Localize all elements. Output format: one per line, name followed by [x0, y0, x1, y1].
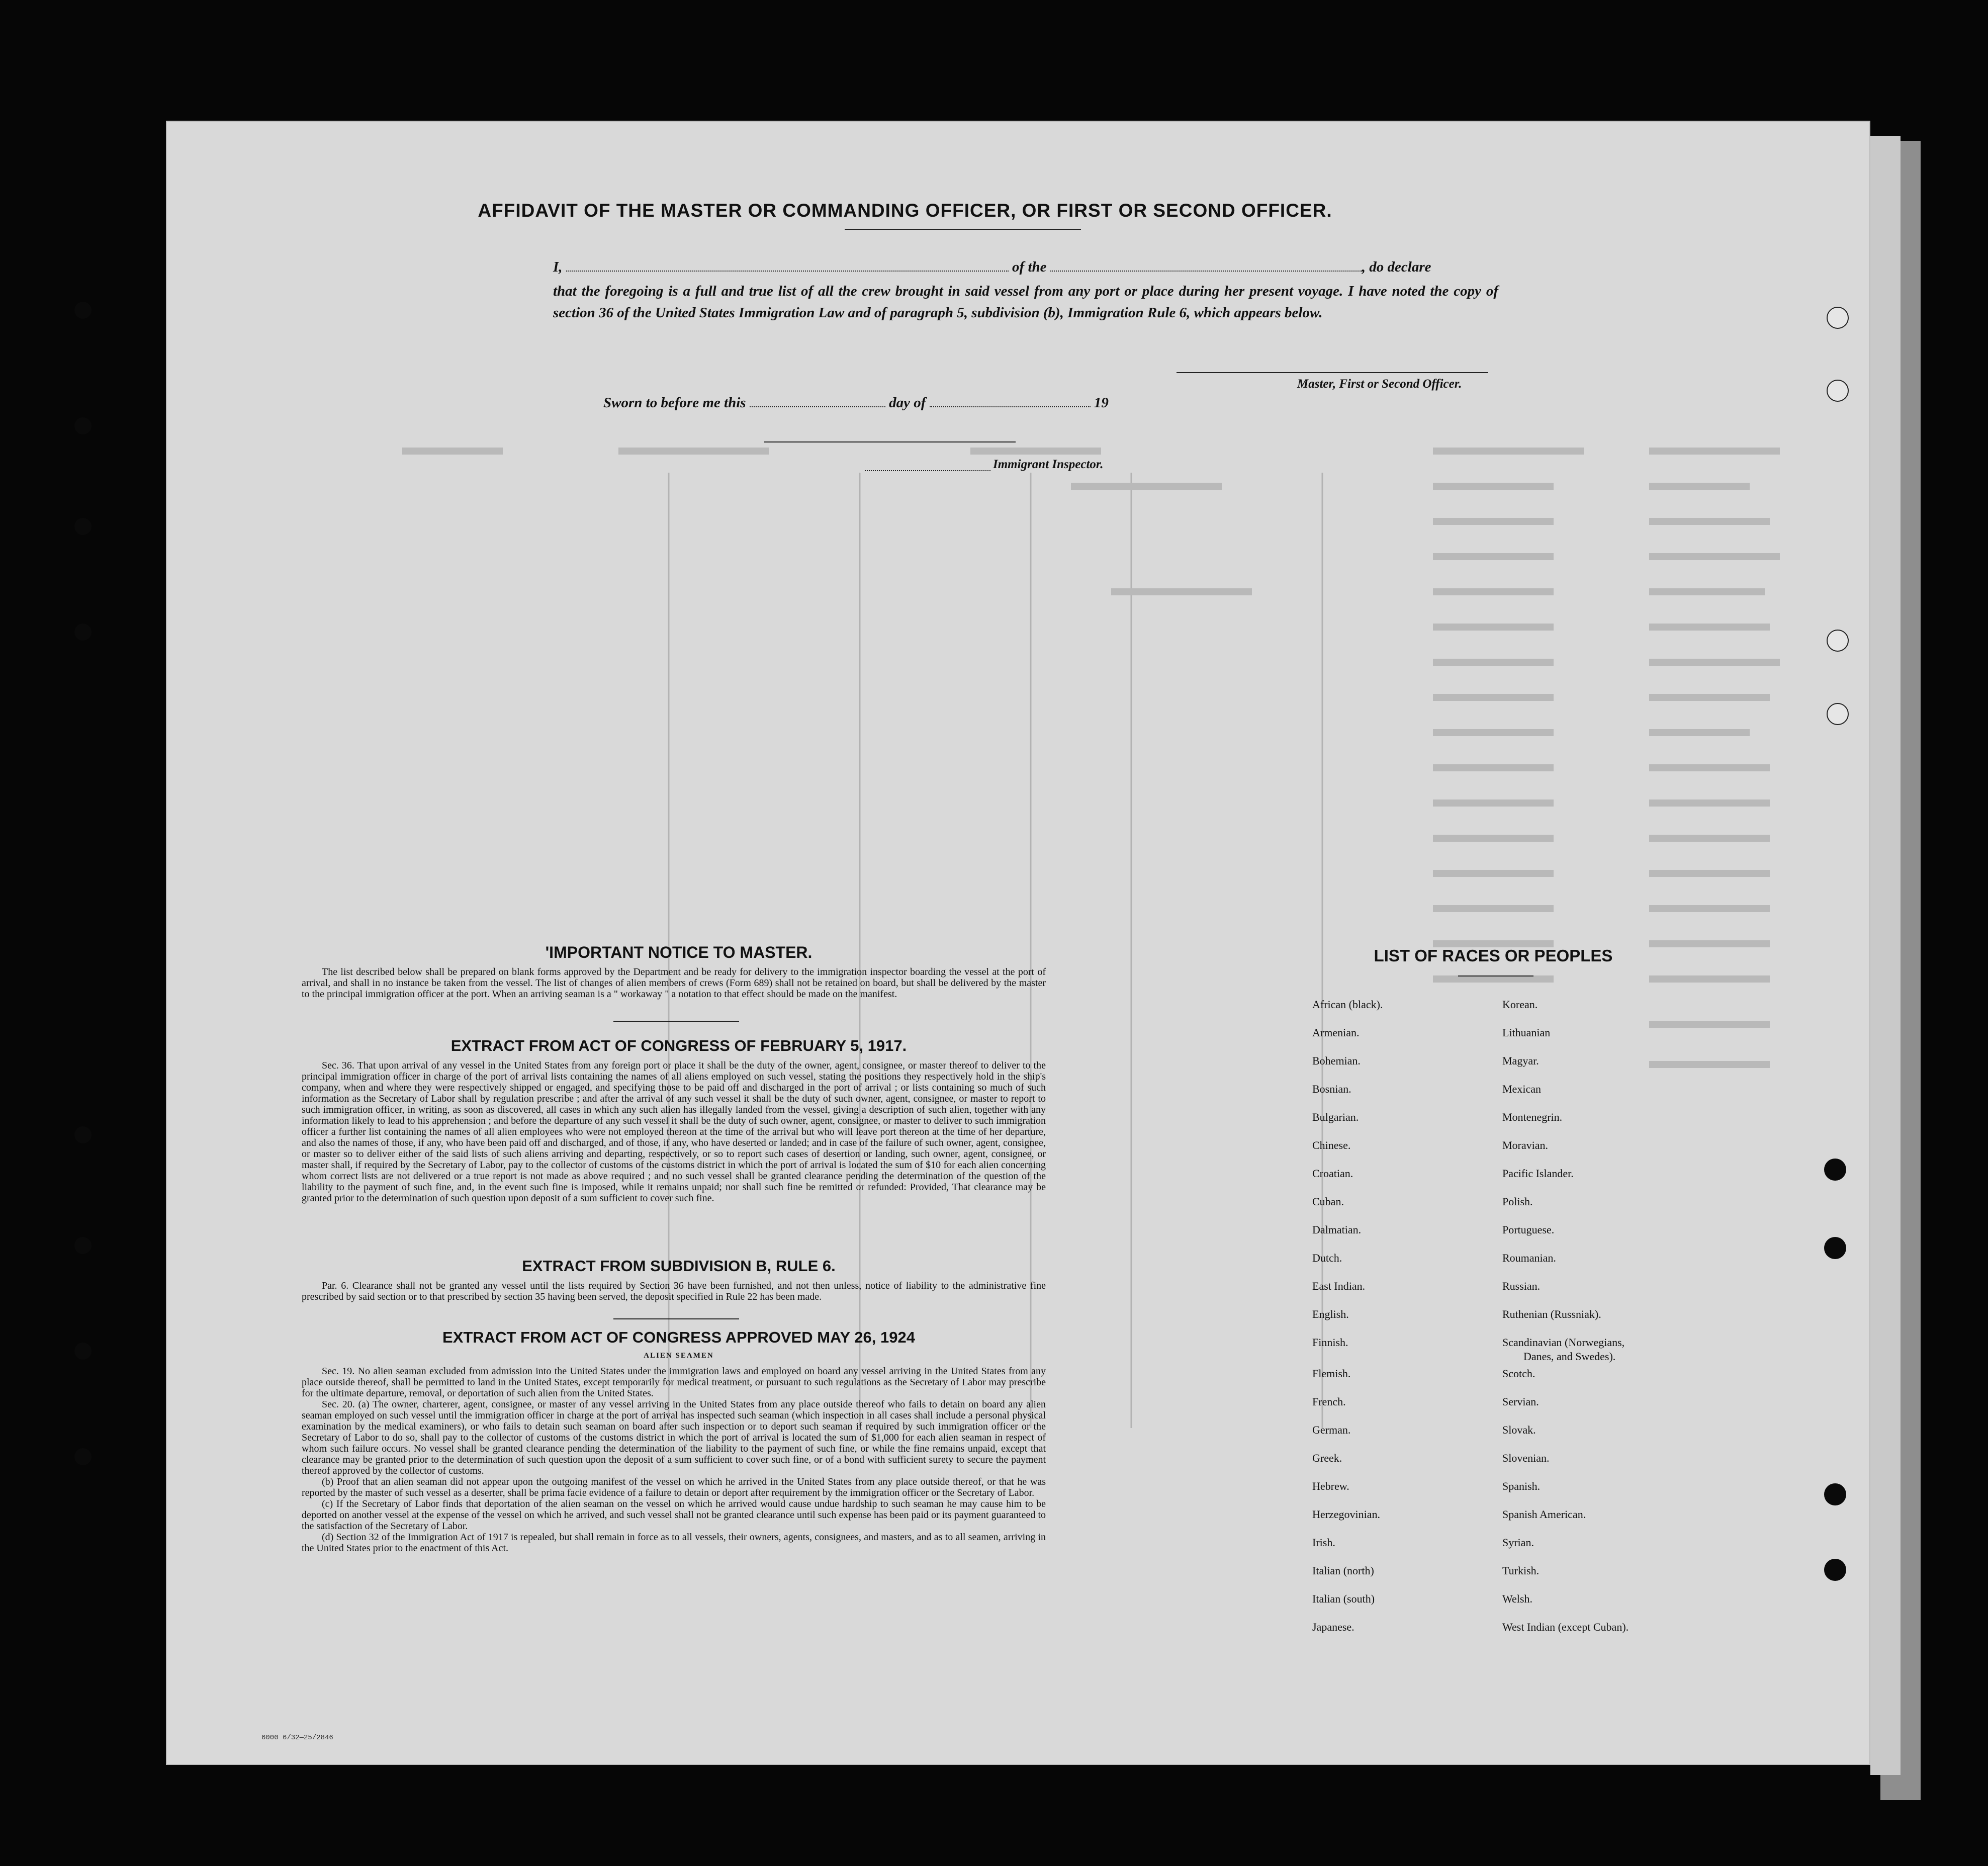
divider [613, 1318, 739, 1319]
vessel-name-field[interactable] [1050, 271, 1362, 272]
master-signature-label: Master, First or Second Officer. [1297, 377, 1462, 391]
race-item: Finnish. [1312, 1336, 1348, 1349]
race-item: French. [1312, 1395, 1346, 1408]
race-item: Bulgarian. [1312, 1111, 1359, 1123]
divider [845, 229, 1081, 230]
race-item: Korean. [1502, 998, 1538, 1011]
race-item: Hebrew. [1312, 1480, 1349, 1492]
race-item: Armenian. [1312, 1026, 1360, 1039]
race-item: Polish. [1502, 1195, 1533, 1208]
extract-rule6-title: EXTRACT FROM SUBDIVISION B, RULE 6. [522, 1257, 836, 1275]
inspector-signature-line[interactable] [865, 470, 990, 471]
notice-title: 'IMPORTANT NOTICE TO MASTER. [545, 943, 812, 961]
sworn-year: 19 [1094, 395, 1109, 411]
race-item: Herzegovinian. [1312, 1508, 1380, 1521]
race-item: Danes, and Swedes). [1523, 1350, 1616, 1363]
race-item: Slovenian. [1502, 1452, 1550, 1464]
race-item: Cuban. [1312, 1195, 1344, 1208]
sworn-day-field[interactable] [750, 406, 885, 407]
race-item: Irish. [1312, 1536, 1335, 1549]
affidavit-declaration [553, 259, 1431, 276]
notice-paragraph: The list described below shall be prepared on blank forms approved by the Department and be ready for delivery to the immigration inspector boarding the vessel at the port of arrival, and shall in no instance be taken from the vessel. The list of changes of alien members of crews (Form 689) shall not be retained on board, but shall be delivered by the master to the principal immigration officer at the port. When an arriving seaman is a " workaway " a notation to that effect should be made on the manifest. [302, 966, 1046, 1000]
extract-1924-paragraph: (d) Section 32 of the Immigration Act of 1917 is repealed, but shall remain in force as to all vessels, their owners, agents, consignees, and masters, and as to all seamen, arriving in the United States prior to the enactment of this Act. [302, 1532, 1046, 1554]
race-item: Scandinavian (Norwegians, [1502, 1336, 1625, 1349]
race-item: Bosnian. [1312, 1083, 1351, 1095]
race-item: Portuguese. [1502, 1223, 1555, 1236]
form-code: 6000 6/32—25/2846 [261, 1734, 333, 1742]
race-item: Dutch. [1312, 1252, 1342, 1264]
extract-rule6-text [302, 1280, 1046, 1302]
inspector-label: Immigrant Inspector. [993, 458, 1104, 471]
alien-seamen-heading: ALIEN SEAMEN [644, 1352, 714, 1360]
punch-hole [74, 1237, 92, 1254]
extract-1924-text [302, 1366, 1046, 1554]
race-item: Flemish. [1312, 1367, 1351, 1380]
declare-i: I, [553, 259, 563, 275]
race-item: Russian. [1502, 1280, 1541, 1292]
race-item: West Indian (except Cuban). [1502, 1621, 1629, 1633]
race-item: Welsh. [1502, 1592, 1532, 1605]
race-item: Turkish. [1502, 1564, 1540, 1577]
sworn-day-of: day of [889, 395, 926, 411]
race-item: Ruthenian (Russniak). [1502, 1308, 1601, 1320]
race-item: Slovak. [1502, 1424, 1536, 1436]
race-item: Servian. [1502, 1395, 1539, 1408]
extract-1917-title: EXTRACT FROM ACT OF CONGRESS OF FEBRUARY 5, 1917. [450, 1037, 907, 1054]
race-item: African (black). [1312, 998, 1383, 1011]
divider [613, 1021, 739, 1022]
punch-hole [74, 302, 92, 319]
page-edge [1870, 136, 1901, 1775]
race-item: Japanese. [1312, 1621, 1354, 1633]
punch-hole [74, 417, 92, 434]
race-item: Scotch. [1502, 1367, 1535, 1380]
race-item: Greek. [1312, 1452, 1342, 1464]
race-item: Chinese. [1312, 1139, 1351, 1151]
race-item: Spanish. [1502, 1480, 1541, 1492]
sworn-month-field[interactable] [930, 406, 1091, 407]
extract-1924-paragraph: Sec. 19. No alien seaman excluded from admission into the United States under the immigration laws and employed on board any vessel arriving in the United States from any place outside thereof, shall be permitted to land in the United States, except temporarily for medical treatment, or pursuant to such regulations as the Secretary of Labor may prescribe for the ultimate departure, removal, or deportation of such alien from the United States. [302, 1366, 1046, 1399]
race-item: English. [1312, 1308, 1349, 1320]
race-item: Italian (south) [1312, 1592, 1375, 1605]
races-title: LIST OF RACES OR PEOPLES [1374, 946, 1613, 965]
inspector-rule [764, 441, 1016, 442]
master-name-field[interactable] [566, 271, 1009, 272]
race-item: Bohemian. [1312, 1054, 1361, 1067]
extract-1924-title: EXTRACT FROM ACT OF CONGRESS APPROVED MAY 26, 1924 [442, 1328, 915, 1346]
sworn-line [603, 395, 1109, 411]
race-item: Magyar. [1502, 1054, 1539, 1067]
extract-1917-paragraph: Sec. 36. That upon arrival of any vessel in the United States from any foreign port or place it shall be the duty of the owner, agent, consignee, or master thereof to deliver to the principal immigration officer in charge of the port of arrival lists containing the names of all aliens employed on such vessel, stating the positions they respectively hold in the ship's company, when and where they were respectively shipped or engaged, and specifying those to be paid off and discharged in the port of arrival ; or lists containing so much of such information as the Secretary of Labor shall by regulation prescribe ; and after the arrival of any such vessel it shall be the duty of such owner, agent, consignee, or master to report to such immigration officer, in writing, as soon as discovered, all cases in which any such alien has illegally landed from the vessel, giving a description of such alien, together with any information likely to lead to his apprehension ; and before the departure of any such vessel it shall be the duty of such owner, agent, consignee, or master to deliver to such immigration officer a further list containing the names of all alien employees who were not employed thereon at the time of the arrival but who will leave port thereon at the time of her departure, and also the names of those, if any, who have been paid off and discharged, and of those, if any, who have deserted or landed; and in case of the failure of such owner, agent, consignee, or master so to deliver either of the said lists of such aliens arriving and departing, respectively, or so to report such cases of desertion or landing, such owner, agent, consignee, or master shall, if required by the Secretary of Labor, pay to the collector of customs of the customs district in which the port of arrival is located the sum of $10 for each alien concerning whom correct lists are not delivered or a true report is not made as above required ; and no such vessel shall be granted clearance pending the determination of the question of the liability to the payment of such fine, and, in the event such fine is imposed, while it remains unpaid; nor shall such fine be remitted or refunded: Provided, That clearance may be granted prior to the determination of such question upon deposit of a sum sufficient to cover such fine. [302, 1060, 1046, 1204]
race-item: Syrian. [1502, 1536, 1534, 1549]
extract-rule6-paragraph: Par. 6. Clearance shall not be granted any vessel until the lists required by Section 36 have been furnished, and not then unless, notice of liability to the administrative fine prescribed by said section or to that prescribed by section 35 having been served, the deposit specified in Rule 22 has been made. [302, 1280, 1046, 1302]
extract-1924-paragraph: (c) If the Secretary of Labor finds that deportation of the alien seaman on the vessel on which he arrived would cause undue hardship to such seaman he may cause him to be deported on another vessel at the expense of the vessel on which he arrived, and such vessel shall not be granted clearance until such expense has been paid or its payment guaranteed to the satisfaction of the Secretary of Labor. [302, 1498, 1046, 1532]
race-item: Croatian. [1312, 1167, 1353, 1180]
master-signature-line[interactable] [1177, 372, 1488, 373]
punch-hole [74, 624, 92, 641]
notice-text [302, 966, 1046, 1000]
affidavit-title: AFFIDAVIT OF THE MASTER OR COMMANDING OFFICER, OR FIRST OR SECOND OFFICER. [478, 200, 1332, 221]
race-item: Mexican [1502, 1083, 1541, 1095]
punch-hole [74, 1343, 92, 1360]
race-item: Spanish American. [1502, 1508, 1586, 1521]
race-item: Roumanian. [1502, 1252, 1556, 1264]
punch-hole [74, 1126, 92, 1143]
race-item: Montenegrin. [1502, 1111, 1563, 1123]
extract-1924-paragraph: (b) Proof that an alien seaman did not appear upon the outgoing manifest of the vessel on which he arrived in the United States from any place outside thereof, or that he was reported by the master of such vessel as a deserter, shall be prima facie evidence of a failure to detain or deport after requirement by the immigration officer or the Secretary of Labor. [302, 1476, 1046, 1498]
race-item: Pacific Islander. [1502, 1167, 1574, 1180]
declare-of-the: of the [1012, 259, 1047, 275]
race-item: Lithuanian [1502, 1026, 1551, 1039]
race-item: Dalmatian. [1312, 1223, 1362, 1236]
punch-hole [74, 1448, 92, 1465]
race-item: Moravian. [1502, 1139, 1549, 1151]
race-item: East Indian. [1312, 1280, 1366, 1292]
race-item: German. [1312, 1424, 1351, 1436]
declare-end: , do declare [1362, 259, 1431, 275]
sworn-prefix: Sworn to before me this [603, 395, 746, 411]
extract-1917-text [302, 1060, 1046, 1204]
race-item: Italian (north) [1312, 1564, 1374, 1577]
divider [1458, 975, 1533, 976]
punch-hole [74, 518, 92, 535]
affidavit-paragraph: that the foregoing is a full and true list of all the crew brought in said vessel from any port or place during her present voyage. I have noted the copy of section 36 of the United States Immigration Law and of paragraph 5, subdivision (b), Immigration Rule 6, which appears below. [553, 283, 1498, 321]
extract-1924-paragraph: Sec. 20. (a) The owner, charterer, agent, consignee, or master of any vessel arriving in the United States from any place outside thereof who fails to detain on board any alien seaman employed on such vessel until the immigration officer in charge at the port of arrival has inspected such seaman (which inspection in all cases shall include a personal physical examination by the medical examiners), or who fails to detain such seaman on board after such inspection or to deport such seaman if required by such immigration officer or the Secretary of Labor to do so, shall pay to the collector of customs of the customs district in which the port of arrival is located the sum of $1,000 for each alien seaman in respect of whom such failure occurs. No vessel shall be granted clearance pending the determination of the liability to the payment of such fine, or while the fine remains unpaid, except that clearance may be granted prior to the determination of such question upon the deposit of a sum sufficient to cover such fine, or of a bond with sufficient surety to secure the payment thereof approved by the collector of customs. [302, 1399, 1046, 1476]
